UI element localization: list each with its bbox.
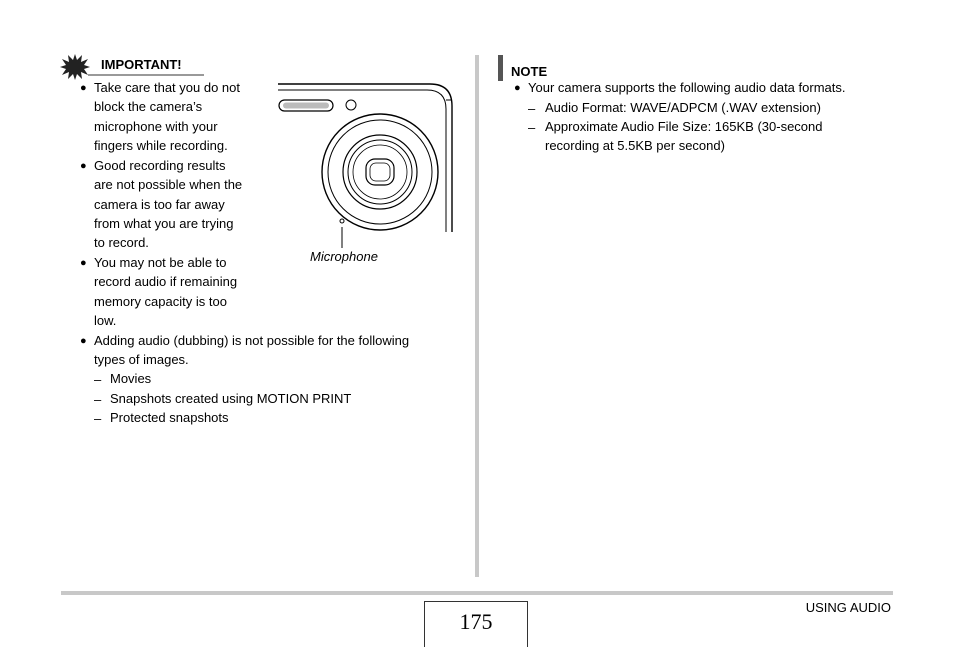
list-item-line: to record. — [94, 235, 149, 250]
note-heading: NOTE — [511, 64, 548, 79]
sub-item: Snapshots created using MOTION PRINT — [110, 391, 352, 406]
dash-marker: – — [528, 101, 536, 116]
list-item-line: Good recording results — [94, 158, 226, 173]
list-item-line: microphone with your — [94, 119, 218, 134]
dash-marker: – — [94, 411, 102, 426]
list-item-line: types of images. — [94, 352, 189, 367]
note-sub-item: Approximate Audio File Size: 165KB (30-second — [545, 119, 823, 134]
bullet-marker: ● — [514, 82, 521, 94]
list-item-line: block the camera’s — [94, 99, 203, 114]
section-title: USING AUDIO — [805, 600, 891, 615]
note-sub-item: Audio Format: WAVE/ADPCM (.WAV extension) — [545, 100, 821, 115]
list-item-line: fingers while recording. — [94, 138, 228, 153]
camera-illustration — [270, 80, 460, 255]
page-number: 175 — [424, 601, 528, 647]
list-item-line: memory capacity is too — [94, 294, 227, 309]
bullet-marker: ● — [80, 335, 87, 347]
list-item-line: are not possible when the — [94, 177, 243, 192]
bullet-marker: ● — [80, 82, 87, 94]
important-heading: IMPORTANT! — [101, 57, 182, 72]
list-item-line: from what you are trying — [94, 216, 234, 231]
important-starburst-icon — [60, 54, 90, 80]
column-divider — [475, 55, 479, 577]
list-item-line: Adding audio (dubbing) is not possible for the following — [94, 333, 410, 348]
dash-marker: – — [94, 392, 102, 407]
list-item-line: Take care that you do not — [94, 80, 240, 95]
figure-caption: Microphone — [310, 249, 378, 264]
list-item-line: record audio if remaining — [94, 274, 238, 289]
bullet-marker: ● — [80, 160, 87, 172]
bullet-marker: ● — [80, 257, 87, 269]
list-item-line: You may not be able to — [94, 255, 227, 270]
dash-marker: – — [94, 372, 102, 387]
list-item-line: low. — [94, 313, 117, 328]
note-item-line: Your camera supports the following audio data formats. — [528, 80, 846, 95]
dash-marker: – — [528, 120, 536, 135]
note-sub-item: recording at 5.5KB per second) — [545, 138, 725, 153]
important-underline — [88, 74, 204, 76]
sub-item: Protected snapshots — [110, 410, 229, 425]
list-item-line: camera is too far away — [94, 197, 225, 212]
footer-rule — [61, 591, 893, 595]
sub-item: Movies — [110, 371, 152, 386]
note-marker-bar — [498, 55, 503, 81]
